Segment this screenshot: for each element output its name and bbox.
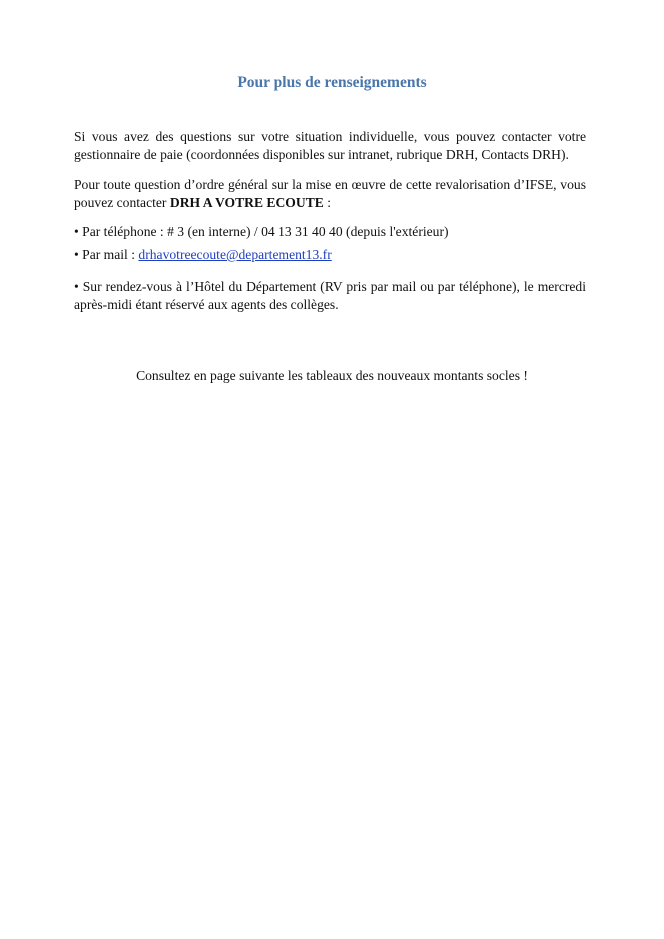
drh-ecoute-label: DRH A VOTRE ECOUTE [169, 195, 324, 210]
page-title: Pour plus de renseignements [237, 74, 427, 91]
next-page-note: Consultez en page suivante les tableaux des nouveaux montants socles ! [136, 368, 528, 383]
mail-link[interactable]: drhavotreecoute@departement13.fr [138, 247, 332, 262]
mail-contact-prefix: • Par mail : [74, 247, 139, 262]
phone-contact-line: • Par téléphone : # 3 (en interne) / 04 13 31 40 40 (depuis l'extérieur) [74, 224, 449, 239]
paragraph-general-question-text: Pour toute question d’ordre général sur la mise en œuvre de cette revalorisation d’IFSE, vous pouvez contacter [74, 177, 586, 210]
paragraph-general-question-end: : [323, 195, 332, 210]
paragraph-individual-situation: Si vous avez des questions sur votre situation individuelle, vous pouvez contacter votre gestionnaire de paie (coordonnées disponibles sur intranet, rubrique DRH, Contacts DRH). [74, 129, 586, 162]
paragraph-general-question [74, 176, 586, 212]
appointment-contact-line: • Sur rendez-vous à l’Hôtel du Département (RV pris par mail ou par téléphone), le mercredi après-midi étant réservé aux agents des collèges. [74, 279, 586, 312]
mail-contact-line [74, 246, 586, 264]
